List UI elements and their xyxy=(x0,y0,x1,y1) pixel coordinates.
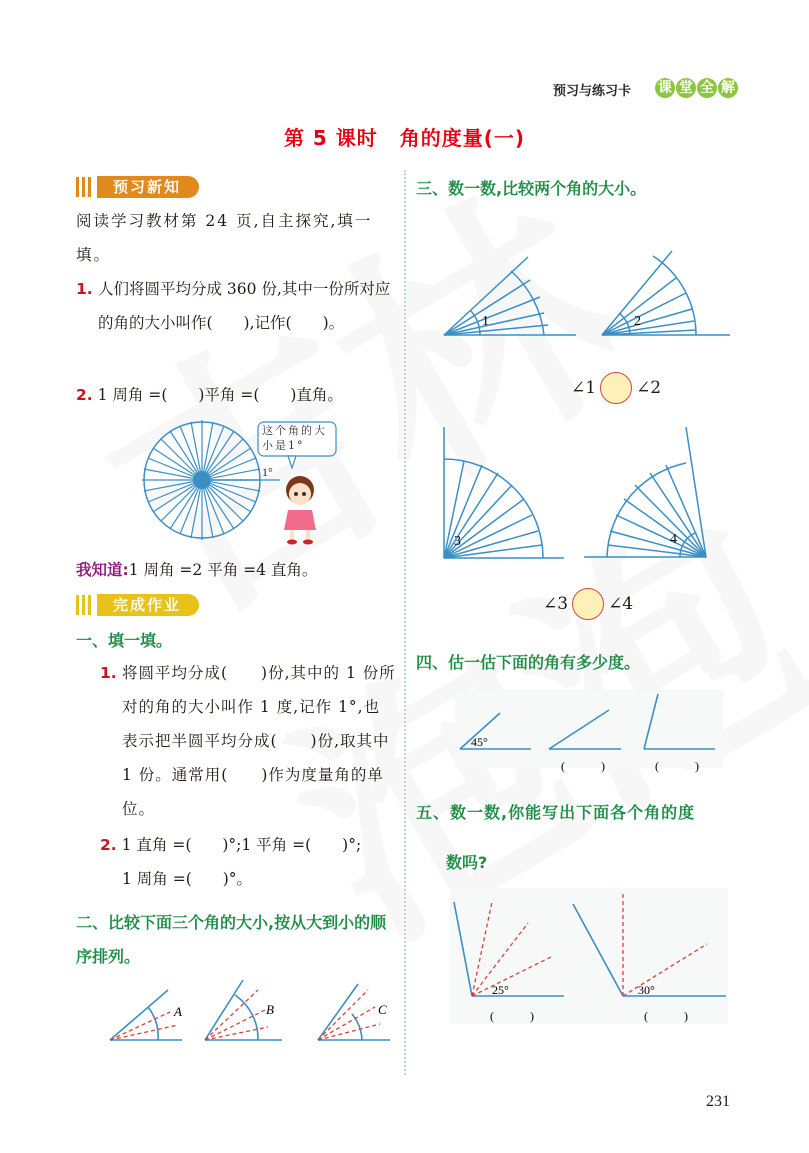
section-2-title: 二、比较下面三个角的大小,按从大到小的顺序排列。 xyxy=(76,913,387,966)
one-degree-label: 1° xyxy=(262,465,273,479)
speech-bubble: 这个角的大小是1° xyxy=(262,424,327,452)
degree-circle-figure xyxy=(140,418,340,548)
angle-4-symbol: ∠4 xyxy=(608,594,634,614)
question-number: 1. xyxy=(100,664,117,682)
column-divider xyxy=(404,170,406,1075)
question-number: 2. xyxy=(76,386,93,404)
lesson-number: 第 5 课时 xyxy=(283,126,378,150)
angle-label-a: A xyxy=(174,1004,182,1019)
girl-cartoon-icon xyxy=(284,476,316,545)
page-number: 231 xyxy=(706,1093,730,1110)
angle-label-b: B xyxy=(266,1002,274,1017)
angle-2-symbol: ∠2 xyxy=(636,378,662,398)
angle-label-2: 2 xyxy=(634,314,641,329)
angles-3-4-figure xyxy=(440,425,730,565)
preview-question-1 xyxy=(76,272,394,340)
angle-1-symbol: ∠1 xyxy=(571,378,597,398)
book-title: 预习与练习卡 xyxy=(553,84,632,99)
i-know-label: 我知道: xyxy=(76,561,129,579)
count-blank-2: ( ) xyxy=(644,1009,688,1023)
section-4-title: 四、估一估下面的角有多少度。 xyxy=(416,653,641,672)
angle-label-c: C xyxy=(378,1002,387,1017)
angle-label-3: 3 xyxy=(454,534,461,549)
badge-char: 堂 xyxy=(676,78,696,98)
angle-3-symbol: ∠3 xyxy=(543,594,569,614)
section-3-title: 三、数一数,比较两个角的大小。 xyxy=(416,179,647,198)
preview-banner-label: 预习新知 xyxy=(97,176,199,198)
homework-banner-label: 完成作业 xyxy=(97,594,199,616)
question-text: 1 周角 =( )平角 =( )直角。 xyxy=(97,386,343,404)
section-5-title-line-1: 五、数一数,你能写出下面各个角的度 xyxy=(416,803,696,822)
angles-1-2-figure xyxy=(440,215,740,340)
angle-30-label: 30° xyxy=(638,983,655,997)
homework-banner xyxy=(76,594,199,616)
section-5-title-line-2: 数吗? xyxy=(446,853,488,872)
intro-text: 阅读学习教材第 24 页,自主探究,填一填。 xyxy=(76,212,373,264)
angle-label-4: 4 xyxy=(670,532,677,547)
compare-3-4 xyxy=(543,588,633,620)
given-angle-label: 45° xyxy=(471,735,488,749)
brand-badge xyxy=(655,78,738,98)
question-text-line-1: 1 直角 =( )°;1 平角 =( )°; xyxy=(121,836,362,854)
badge-char: 全 xyxy=(697,78,717,98)
count-blank-1: ( ) xyxy=(490,1009,534,1023)
homework-question-1 xyxy=(100,656,396,826)
question-text: 人们将圆平均分成 360 份,其中一份所对应的角的大小叫作( ),记作( )。 xyxy=(98,280,391,332)
question-number: 2. xyxy=(100,836,117,854)
compare-answer-circle[interactable] xyxy=(600,372,632,404)
count-angles-figure xyxy=(450,888,730,1028)
estimate-blank-2: ( ) xyxy=(655,759,699,773)
estimate-blank-1: ( ) xyxy=(561,759,605,773)
lesson-topic: 角的度量(一) xyxy=(399,126,526,150)
i-know-text: 1 周角 =2 平角 =4 直角。 xyxy=(128,561,318,579)
question-number: 1. xyxy=(76,280,93,298)
estimate-angles-figure xyxy=(455,690,725,775)
section-1-title: 一、填一填。 xyxy=(76,631,173,650)
angle-25-label: 25° xyxy=(492,983,509,997)
compare-1-2 xyxy=(571,372,661,404)
preview-banner xyxy=(76,176,199,198)
page-title xyxy=(0,122,809,151)
compare-answer-circle[interactable] xyxy=(572,588,604,620)
i-know-note xyxy=(76,553,406,587)
question-text-line-2: 1 周角 =( )°。 xyxy=(122,870,253,888)
question-text: 将圆平均分成( )份,其中的 1 份所对的角的大小叫作 1 度,记作 1°,也表示把半圆平均分成( )份,取其中 1 份。通常用( )作为度量角的单位。 xyxy=(122,664,396,818)
preview-question-2 xyxy=(76,378,406,412)
badge-char: 解 xyxy=(718,78,738,98)
badge-char: 课 xyxy=(655,78,675,98)
homework-question-2 xyxy=(100,828,400,896)
angle-label-1: 1 xyxy=(482,314,489,329)
angles-abc-figure xyxy=(100,970,400,1045)
